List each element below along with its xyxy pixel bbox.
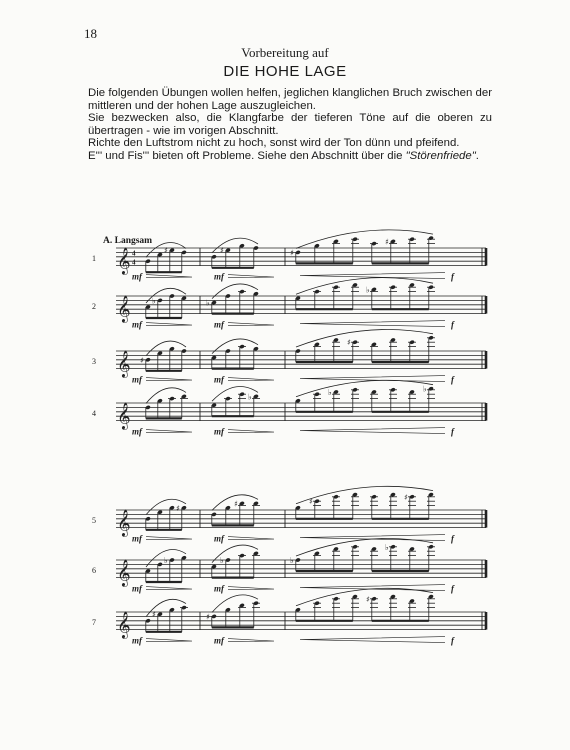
exercise-number: 7 [92, 618, 96, 628]
crescendo-hairpin [228, 378, 274, 381]
time-signature-top: 4 [132, 249, 136, 258]
exercise-number: 6 [92, 566, 96, 576]
crescendo-hairpin [228, 430, 274, 433]
exercise-number: 2 [92, 302, 96, 312]
dynamic-marking-mf: mf [214, 583, 224, 594]
section-subtitle: Vorbereitung auf [241, 45, 329, 60]
crescendo-hairpin [300, 321, 445, 327]
slur [146, 388, 186, 404]
crescendo-hairpin [146, 275, 192, 278]
sharp-icon: ♯ [176, 503, 180, 513]
flat-icon: ♭ [385, 542, 389, 552]
time-signature-bottom: 4 [132, 258, 136, 267]
dynamic-marking-f: f [451, 271, 454, 282]
crescendo-hairpin [146, 323, 192, 326]
dynamic-marking-f: f [451, 583, 454, 594]
dynamic-marking-mf: mf [214, 426, 224, 437]
sharp-icon: ♯ [385, 237, 389, 247]
dynamic-marking-mf: mf [214, 319, 224, 330]
crescendo-hairpin [228, 323, 274, 326]
sharp-icon: ♯ [290, 248, 294, 258]
page-number: 18 [84, 26, 97, 41]
slur [212, 595, 258, 613]
sharp-icon: ♯ [206, 612, 210, 622]
crescendo-hairpin [300, 637, 445, 643]
intro-paragraph-2: Sie bezwecken also, die Klangfarbe der tieferen Töne auf die oberen zu übertragen - wie im vorigen Abschnitt. [88, 112, 492, 137]
flat-icon: ♭ [248, 392, 252, 402]
dynamic-marking-mf: mf [132, 635, 142, 646]
dynamic-marking-mf: mf [214, 635, 224, 646]
sharp-icon: ♯ [164, 246, 168, 256]
intro-paragraph-4-text: E''' und Fis''' bieten oft Probleme. Siehe den Abschnitt über die [88, 149, 406, 162]
treble-clef-icon: 𝄞 [117, 296, 131, 323]
crescendo-hairpin [300, 535, 445, 541]
crescendo-hairpin [228, 587, 274, 590]
exercise-number: 5 [92, 516, 96, 526]
dynamic-marking-mf: mf [132, 533, 142, 544]
sharp-icon: ♯ [220, 246, 224, 256]
sharp-icon: ♯ [140, 355, 144, 365]
treble-clef-icon: 𝄞 [117, 248, 131, 275]
sharp-icon: ♯ [152, 610, 156, 620]
treble-clef-icon: 𝄞 [117, 510, 131, 537]
flat-icon: ♭ [206, 298, 210, 308]
sharp-icon: ♯ [404, 492, 408, 502]
dynamic-marking-f: f [451, 635, 454, 646]
dynamic-marking-mf: mf [132, 374, 142, 385]
flat-icon: ♭ [164, 556, 168, 565]
dynamic-marking-mf: mf [132, 319, 142, 330]
flat-icon: ♭ [152, 296, 156, 306]
intro-paragraph-1: Die folgenden Übungen wollen helfen, jeglichen klanglichen Bruch zwischen der mittleren und der hohen Lage auszugleichen. [88, 87, 492, 112]
treble-clef-icon: 𝄞 [117, 351, 131, 378]
crescendo-hairpin [146, 378, 192, 381]
crescendo-hairpin [228, 639, 274, 642]
dynamic-marking-f: f [451, 426, 454, 437]
flat-icon: ♭ [290, 556, 294, 565]
stoerenfriede-reference: "Störenfriede" [405, 149, 476, 162]
crescendo-hairpin [300, 428, 445, 434]
dynamic-marking-mf: mf [132, 426, 142, 437]
flat-icon: ♭ [328, 388, 332, 397]
crescendo-hairpin [228, 537, 274, 540]
dynamic-marking-f: f [451, 533, 454, 544]
slur [146, 499, 186, 515]
exercise-number: 3 [92, 357, 96, 367]
exercise-number: 4 [92, 409, 96, 419]
slur [212, 238, 258, 256]
sharp-icon: ♯ [234, 499, 238, 509]
crescendo-hairpin [146, 587, 192, 590]
dynamic-marking-mf: mf [214, 374, 224, 385]
dynamic-marking-f: f [451, 319, 454, 330]
sharp-icon: ♯ [366, 594, 370, 604]
crescendo-hairpin [146, 639, 192, 642]
crescendo-hairpin [146, 430, 192, 433]
exercise-number: 1 [92, 254, 96, 264]
flat-icon: ♭ [220, 556, 224, 565]
flat-icon: ♭ [366, 285, 370, 295]
dynamic-marking-f: f [451, 374, 454, 385]
sharp-icon: ♯ [309, 497, 313, 507]
dynamic-marking-mf: mf [214, 271, 224, 282]
section-title: DIE HOHE LAGE [223, 63, 347, 80]
treble-clef-icon: 𝄞 [117, 403, 131, 430]
sharp-icon: ♯ [347, 338, 351, 348]
dynamic-marking-mf: mf [214, 533, 224, 544]
dynamic-marking-mf: mf [132, 271, 142, 282]
intro-paragraph-3: Richte den Luftstrom nicht zu hoch, sonst wird der Ton dünn und pfeifend. [88, 137, 460, 150]
dynamic-marking-mf: mf [132, 583, 142, 594]
intro-paragraph-4-end: . [475, 149, 479, 162]
treble-clef-icon: 𝄞 [117, 612, 131, 639]
crescendo-hairpin [146, 537, 192, 540]
slur [146, 341, 186, 356]
flat-icon: ♭ [423, 384, 427, 394]
crescendo-hairpin [300, 585, 445, 591]
treble-clef-icon: 𝄞 [117, 560, 131, 587]
crescendo-hairpin [228, 275, 274, 278]
tempo-marking: A. Langsam [103, 236, 153, 246]
